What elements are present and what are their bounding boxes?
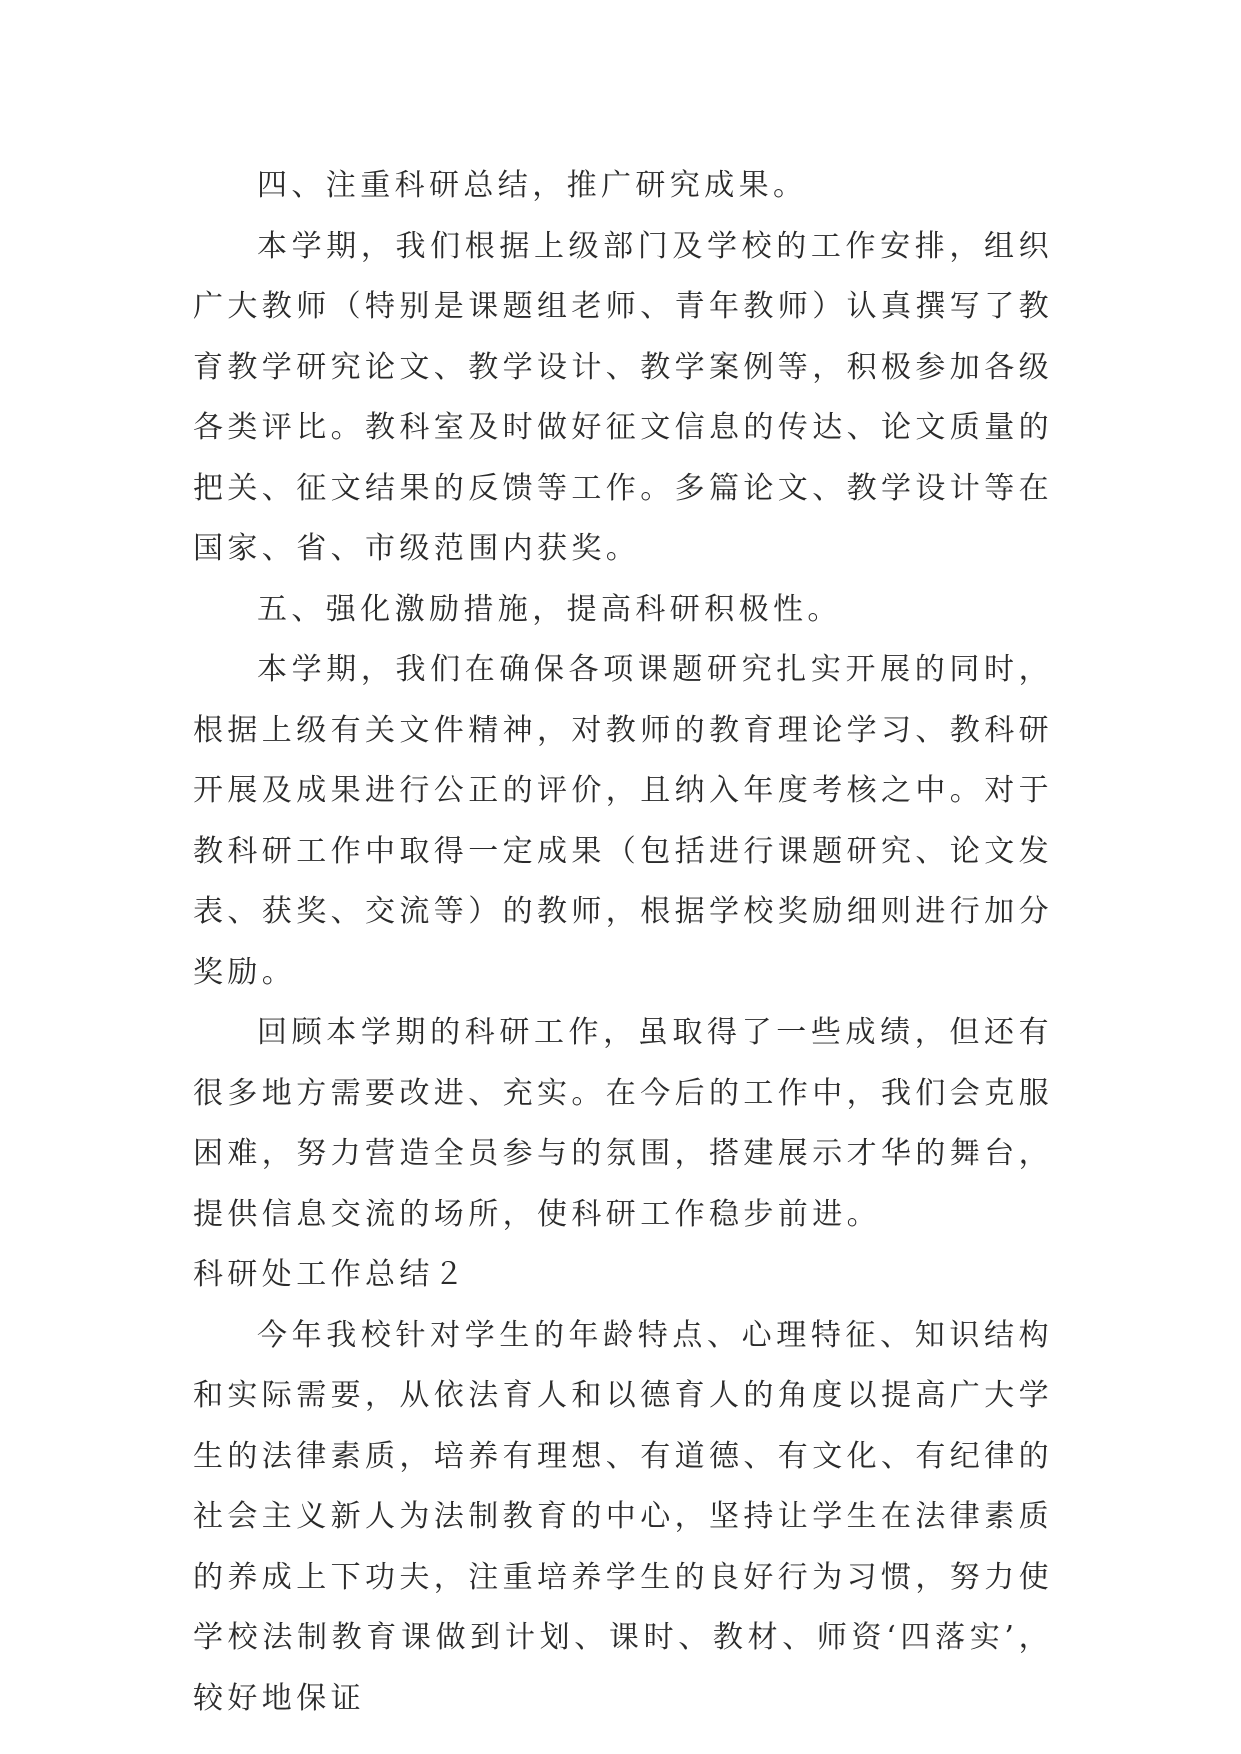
paragraph-incentives: 本学期，我们在确保各项课题研究扎实开展的同时，根据上级有关文件精神，对教师的教育理论学习、教科研开展及成果进行公正的评价，且纳入年度考核之中。对于教科研工作中取得一定成果（包括进行课题研究、论文发表、获奖、交流等）的教师，根据学校奖励细则进行加分奖励。 (193, 652, 1053, 990)
document-subtitle: 科研处工作总结２ (193, 1257, 469, 1292)
document-body (193, 156, 1053, 1729)
paragraph-legal-education: 今年我校针对学生的年龄特点、心理特征、知识结构和实际需要，从依法育人和以德育人的角度以提高广大学生的法律素质，培养有理想、有道德、有文化、有纪律的社会主义新人为法制教育的中心，坚持让学生在法律素质的养成上下功夫，注重培养学生的良好行为习惯，努力使学校法制教育课做到计划、课时、教材、师资‘四落实’，较好地保证 (193, 1317, 1053, 1716)
section-heading-five: 五、强化激励措施，提高科研积极性。 (257, 591, 842, 627)
paragraph-review: 回顾本学期的科研工作，虽取得了一些成绩，但还有很多地方需要改进、充实。在今后的工作中，我们会克服困难，努力营造全员参与的氛围，搭建展示才华的舞台，提供信息交流的场所，使科研工作稳步前进。 (193, 1015, 1053, 1232)
paragraph-research-papers: 本学期，我们根据上级部门及学校的工作安排，组织广大教师（特别是课题组老师、青年教师）认真撰写了教育教学研究论文、教学设计、教学案例等，积极参加各级各类评比。教科室及时做好征文信息的传达、论文质量的把关、征文结果的反馈等工作。多篇论文、教学设计等在国家、省、市级范围内获奖。 (193, 228, 1053, 566)
section-heading-four: 四、注重科研总结，推广研究成果。 (257, 168, 808, 203)
